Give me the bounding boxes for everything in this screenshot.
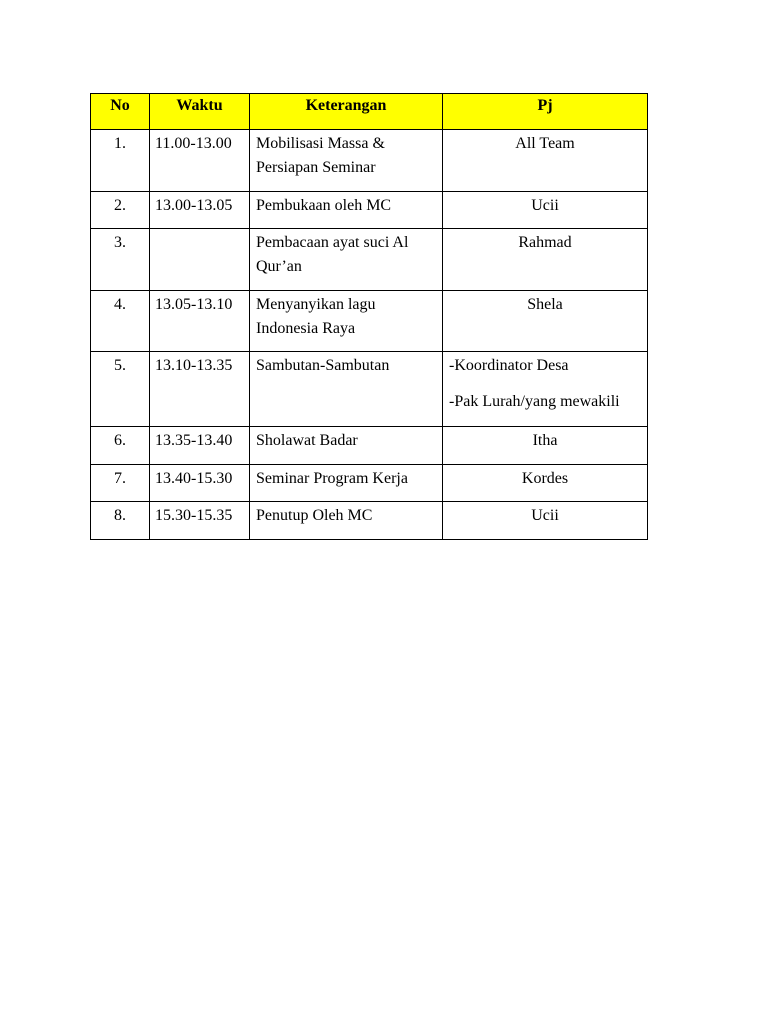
cell-no: 6. (91, 427, 150, 465)
table-row (91, 427, 648, 465)
table-row (91, 130, 648, 192)
cell-no: 3. (91, 229, 150, 291)
cell-keterangan: Menyanyikan lagu Indonesia Raya (250, 291, 443, 352)
cell-waktu (150, 229, 250, 291)
header-keterangan: Keterangan (250, 94, 443, 130)
pj-name: Rahmad (518, 234, 572, 251)
cell-waktu: 11.00-13.00 (150, 130, 250, 192)
pj-name: All Team (515, 135, 575, 152)
cell-pj (443, 465, 648, 502)
pj-name: Shela (527, 296, 563, 313)
cell-keterangan: Penutup Oleh MC (250, 502, 443, 540)
cell-pj (443, 502, 648, 540)
cell-no: 4. (91, 291, 150, 352)
cell-keterangan: Mobilisasi Massa & Persiapan Seminar (250, 130, 443, 192)
cell-keterangan: Sholawat Badar (250, 427, 443, 465)
cell-waktu: 13.10-13.35 (150, 352, 250, 427)
table-row (91, 502, 648, 540)
schedule-table (90, 93, 648, 540)
pj-name: -Pak Lurah/yang mewakili (449, 393, 620, 410)
table-row (91, 465, 648, 502)
cell-keterangan: Pembacaan ayat suci Al Qur’an (250, 229, 443, 291)
cell-pj (443, 291, 648, 352)
pj-name: Kordes (521, 470, 569, 487)
cell-keterangan: Sambutan-Sambutan (250, 352, 443, 427)
cell-waktu: 15.30-15.35 (150, 502, 250, 540)
cell-no: 1. (91, 130, 150, 192)
cell-waktu: 13.05-13.10 (150, 291, 250, 352)
cell-pj (443, 352, 648, 427)
pj-name: Ucii (531, 197, 559, 214)
table-row (91, 229, 648, 291)
header-pj: Pj (443, 94, 648, 130)
table-row (91, 352, 648, 427)
cell-no: 8. (91, 502, 150, 540)
cell-pj (443, 229, 648, 291)
cell-keterangan: Pembukaan oleh MC (250, 192, 443, 229)
table-row (91, 291, 648, 352)
cell-waktu: 13.35-13.40 (150, 427, 250, 465)
pj-name: -Koordinator Desa (449, 357, 569, 374)
pj-name: Ucii (531, 507, 559, 524)
cell-keterangan: Seminar Program Kerja (250, 465, 443, 502)
pj-name: Itha (532, 432, 558, 449)
table-row (91, 192, 648, 229)
cell-pj (443, 192, 648, 229)
header-no: No (91, 94, 150, 130)
header-waktu: Waktu (150, 94, 250, 130)
cell-pj (443, 130, 648, 192)
cell-waktu: 13.40-15.30 (150, 465, 250, 502)
header-row (91, 94, 648, 130)
cell-no: 2. (91, 192, 150, 229)
cell-no: 7. (91, 465, 150, 502)
cell-pj (443, 427, 648, 465)
cell-no: 5. (91, 352, 150, 427)
cell-waktu: 13.00-13.05 (150, 192, 250, 229)
